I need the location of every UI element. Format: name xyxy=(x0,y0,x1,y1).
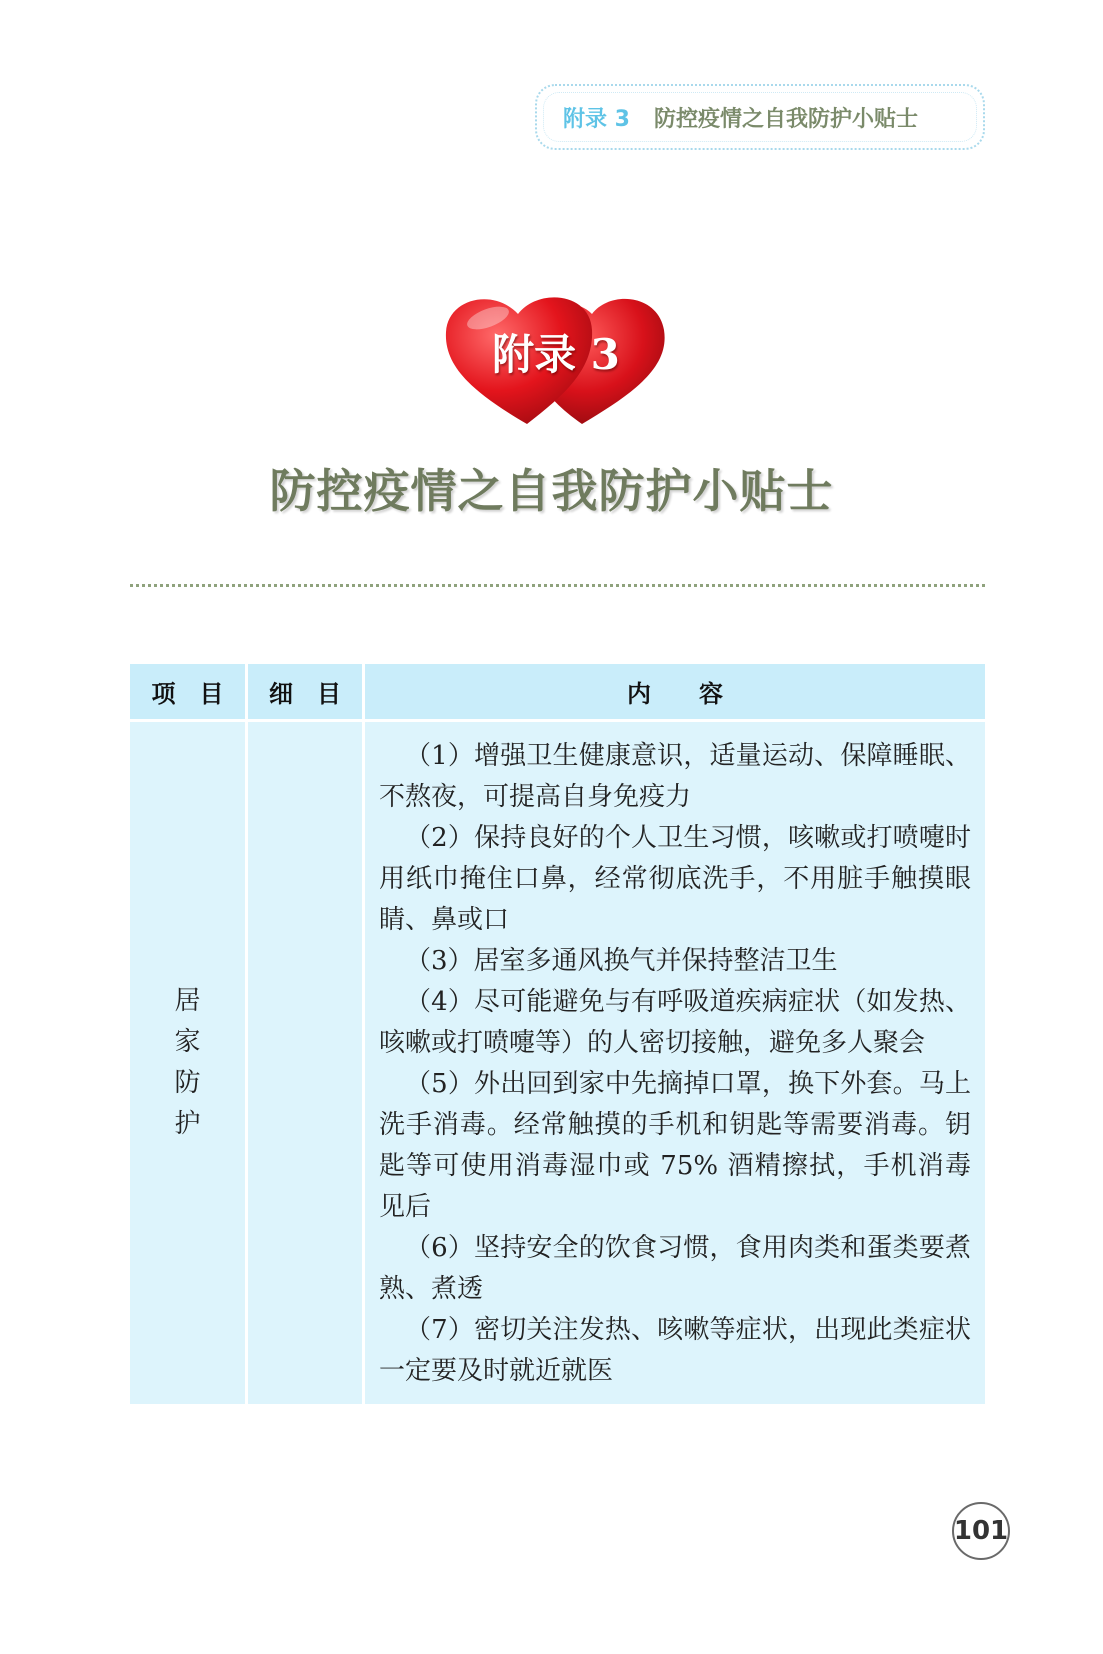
column-header-content: 内 容 xyxy=(365,664,985,722)
running-header-label: 附录 3 xyxy=(563,106,630,132)
title-divider xyxy=(130,584,985,587)
appendix-badge-label: 附录 3 xyxy=(492,330,620,379)
table-cell-content xyxy=(365,722,985,1404)
page-number: 101 xyxy=(952,1502,1010,1560)
category-label: 居家防护 xyxy=(174,986,201,1139)
table-header-row xyxy=(130,664,985,722)
column-header-item: 项 目 xyxy=(130,664,245,722)
tips-table xyxy=(130,664,985,1404)
running-header-title: 防控疫情之自我防护小贴士 xyxy=(653,106,918,132)
appendix-badge xyxy=(432,284,680,434)
tip-item: （4）尽可能避免与有呼吸道疾病症状（如发热、咳嗽或打喷嚏等）的人密切接触，避免多人聚会 xyxy=(379,987,971,1058)
tip-item: （2）保持良好的个人卫生习惯，咳嗽或打喷嚏时用纸巾掩住口鼻，经常彻底洗手，不用脏手触摸眼睛、鼻或口 xyxy=(379,823,971,935)
table-row xyxy=(130,722,985,1404)
tip-item: （7）密切关注发热、咳嗽等症状，出现此类症状一定要及时就近就医 xyxy=(379,1315,971,1386)
tip-item: （1）增强卫生健康意识，适量运动、保障睡眠、不熬夜，可提高自身免疫力 xyxy=(379,741,971,812)
running-header xyxy=(535,84,985,150)
table-cell-category xyxy=(130,722,245,1404)
page-title: 防控疫情之自我防护小贴士 xyxy=(269,464,834,518)
tip-item: （6）坚持安全的饮食习惯，食用肉类和蛋类要煮熟、煮透 xyxy=(379,1233,971,1304)
column-header-detail: 细 目 xyxy=(248,664,362,722)
table-cell-subcategory xyxy=(248,722,362,1404)
tip-item: （3）居室多通风换气并保持整洁卫生 xyxy=(405,946,838,976)
tip-item: （5）外出回到家中先摘掉口罩，换下外套。马上洗手消毒。经常触摸的手机和钥匙等需要消毒。钥匙等可使用消毒湿巾或 75% 酒精擦拭，手机消毒见后 xyxy=(379,1069,971,1222)
